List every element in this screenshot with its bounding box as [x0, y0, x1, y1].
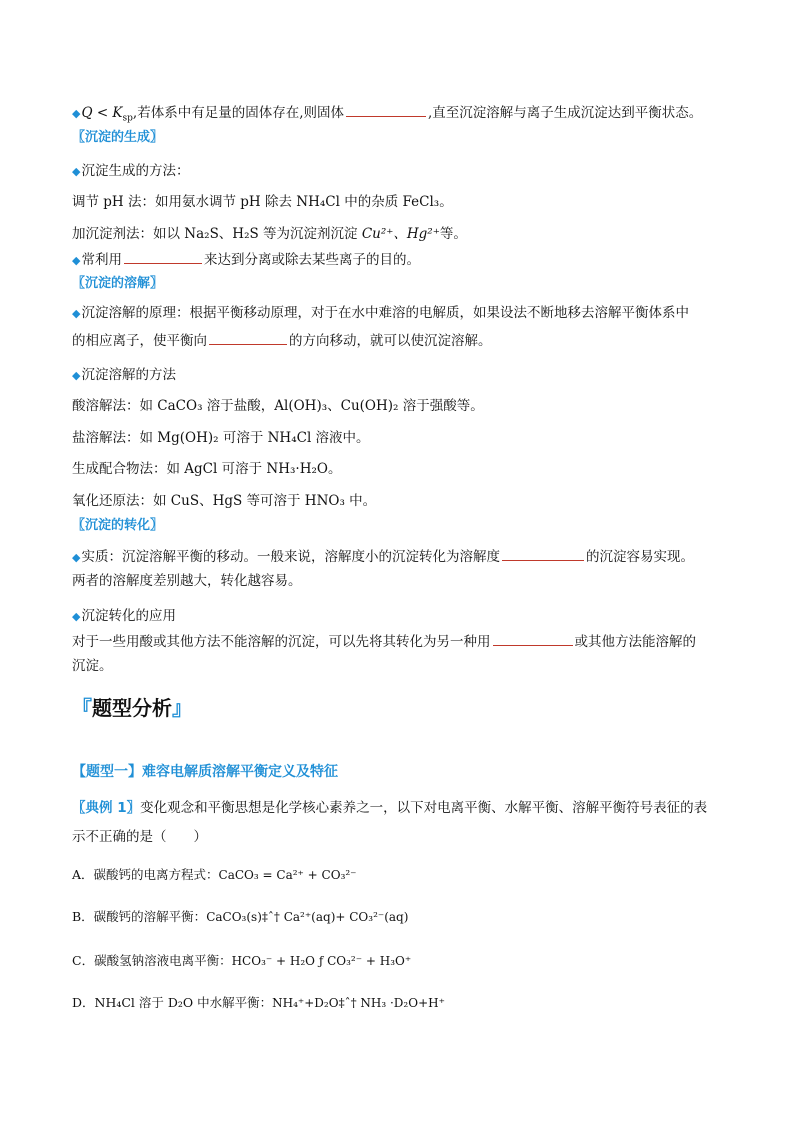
option-b[interactable]: B．碳酸钙的溶解平衡：CaCO₃(s)‡ˆ† Ca²⁺(aq)+ CO₃²⁻(aq): [72, 909, 409, 924]
section-heading: 『题型分析』: [72, 696, 192, 720]
common-use-line: ◆常利用 来达到分离或除去某些离子的目的。: [72, 249, 420, 270]
diamond-bullet-icon: ◆: [72, 307, 81, 320]
example-stem-line: 〖典例 1〗变化观念和平衡思想是化学核心素养之一，以下对电离平衡、水解平衡、溶解平衡符号表征的表: [72, 800, 708, 816]
example-stem-line-2: 示不正确的是（ ）: [72, 829, 207, 845]
option-a[interactable]: A．碳酸钙的电离方程式：CaCO₃ = Ca²⁺ + CO₃²⁻: [72, 867, 357, 882]
fill-blank[interactable]: [493, 631, 573, 646]
diamond-bullet-icon: ◆: [72, 254, 81, 267]
diamond-bullet-icon: ◆: [72, 107, 81, 120]
heading-precipitate-generation: 〖沉淀的生成〗: [72, 130, 164, 145]
diamond-bullet-icon: ◆: [72, 551, 81, 564]
ph-method-line: 调节 pH 法：如用氨水调节 pH 除去 NH₄Cl 中的杂质 FeCl₃。: [72, 194, 453, 210]
dissolution-principle-line-2: 的相应离子，使平衡向 的方向移动，就可以使沉淀溶解。: [72, 330, 492, 350]
option-c[interactable]: C．碳酸氢钠溶液电离平衡：HCO₃⁻ + H₂O ƒ CO₃²⁻ + H₃O⁺: [72, 953, 412, 968]
heading-precipitate-dissolution: 〖沉淀的溶解〗: [72, 276, 164, 291]
conversion-essence-line: ◆实质：沉淀溶解平衡的移动。一般来说，溶解度小的沉淀转化为溶解度 的沉淀容易实现。: [72, 546, 694, 567]
option-d[interactable]: D．NH₄Cl 溶于 D₂O 中水解平衡：NH₄⁺+D₂O‡ˆ† NH₃ ·D₂O+H⁺: [72, 995, 445, 1010]
dissolution-method-line: ◆沉淀溶解的方法: [72, 367, 176, 383]
complex-method-line: 生成配合物法：如 AgCl 可溶于 NH₃·H₂O。: [72, 461, 342, 477]
conversion-application-line-2: 对于一些用酸或其他方法不能溶解的沉淀，可以先将其转化为另一种用 或其他方法能溶解的: [72, 631, 696, 651]
conversion-application-line-3: 沉淀。: [72, 658, 113, 674]
acid-method-line: 酸溶解法：如 CaCO₃ 溶于盐酸，Al(OH)₃、Cu(OH)₂ 溶于强酸等。: [72, 398, 484, 414]
agent-method-line: 加沉淀剂法：如以 Na₂S、H₂S 等为沉淀剂沉淀 Cu²⁺、Hg²⁺等。: [72, 226, 467, 242]
fill-blank[interactable]: [502, 546, 584, 561]
salt-method-line: 盐溶解法：如 Mg(OH)₂ 可溶于 NH₄Cl 溶液中。: [72, 430, 370, 446]
diamond-bullet-icon: ◆: [72, 369, 81, 382]
diamond-bullet-icon: ◆: [72, 165, 81, 178]
conversion-essence-line-2: 两者的溶解度差别越大，转化越容易。: [72, 573, 302, 589]
fill-blank[interactable]: [346, 102, 426, 117]
redox-method-line: 氧化还原法：如 CuS、HgS 等可溶于 HNO₃ 中。: [72, 493, 377, 509]
fill-blank[interactable]: [124, 249, 202, 264]
heading-precipitate-conversion: 〖沉淀的转化〗: [72, 518, 164, 533]
conversion-application-line: ◆沉淀转化的应用: [72, 608, 176, 624]
diamond-bullet-icon: ◆: [72, 610, 81, 623]
ksp-condition-line: ◆Q < $K_{sp}$,若体系中有足量的固体存在,则固体 ,直至沉淀溶解与离子生成沉淀达到平衡状态。: [72, 102, 702, 128]
dissolution-principle-line: ◆沉淀溶解的原理：根据平衡移动原理，对于在水中难溶的电解质，如果设法不断地移去溶解平衡体系中: [72, 305, 689, 321]
fill-blank[interactable]: [209, 330, 287, 345]
question-type-title: 【题型一】难容电解质溶解平衡定义及特征: [72, 764, 338, 780]
generation-method-line: ◆沉淀生成的方法：: [72, 163, 190, 179]
